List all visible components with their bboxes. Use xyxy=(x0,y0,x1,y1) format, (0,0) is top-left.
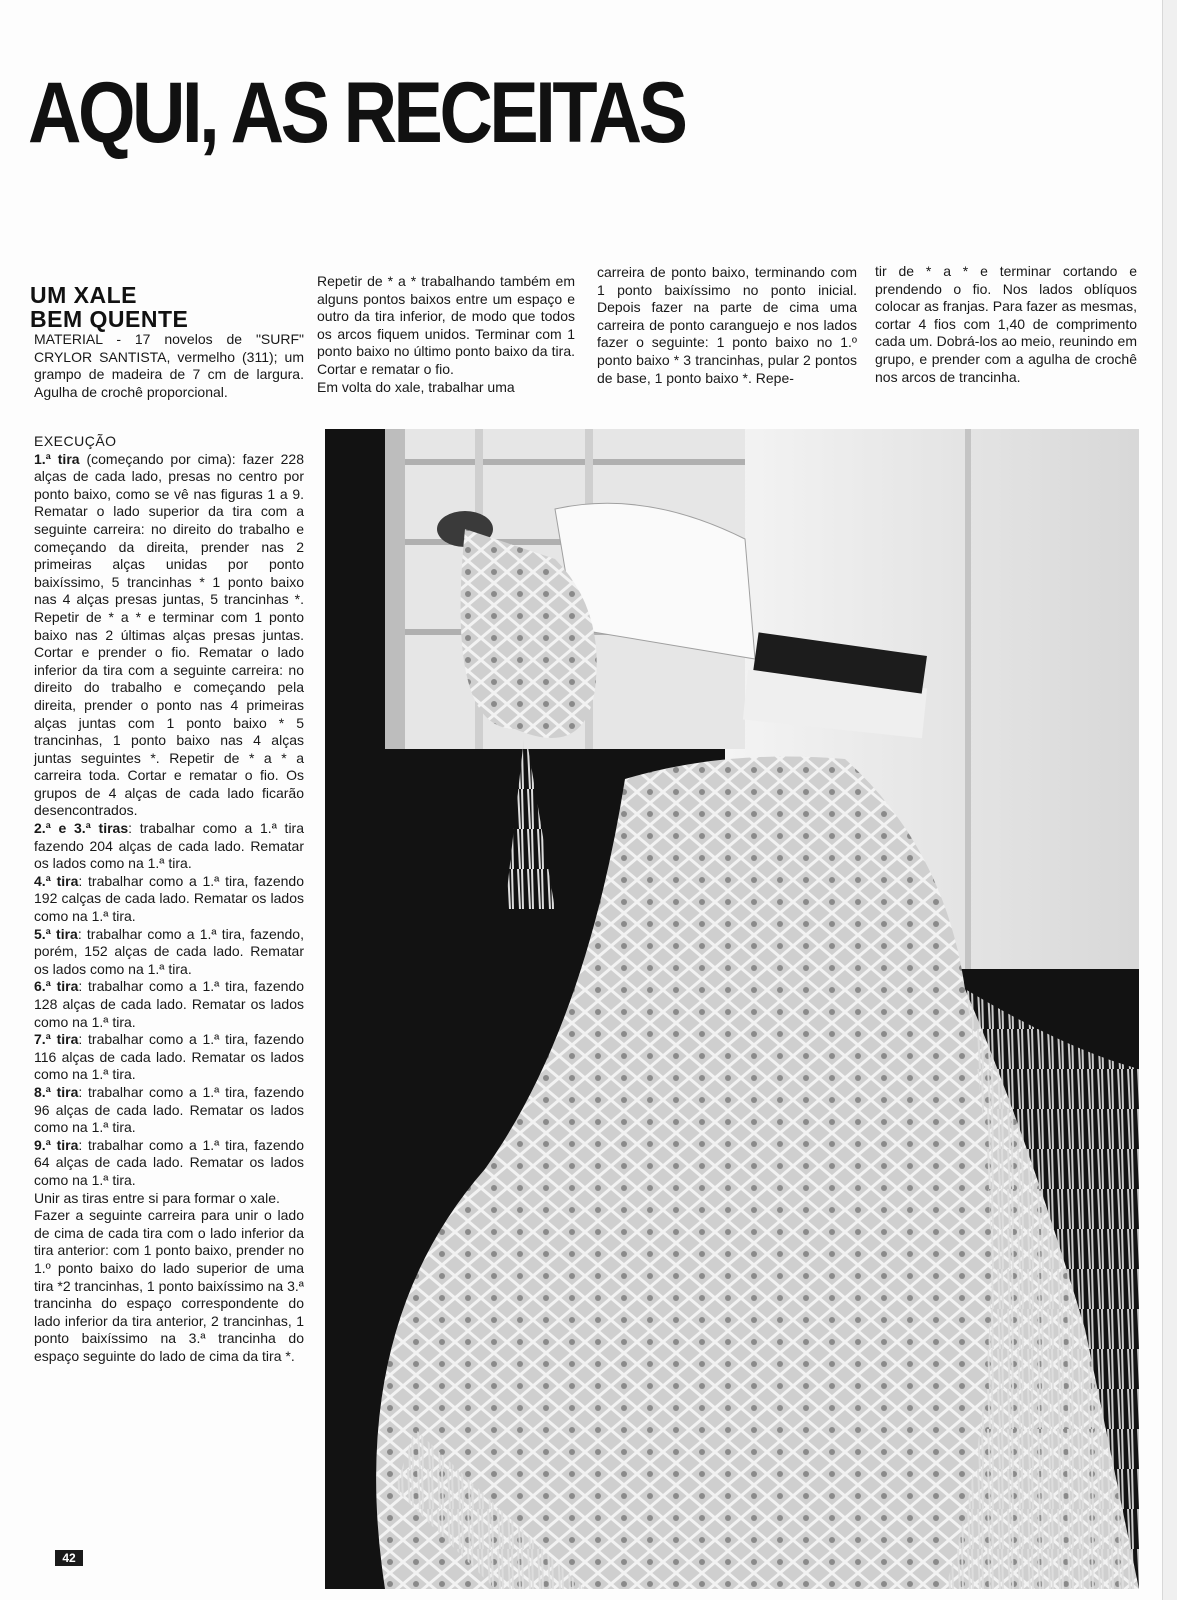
strip-text: : trabalhar como a 1.ª tira, fazendo 128 alças de cada lado. Rematar os lados como na 1.ª tira. xyxy=(34,978,304,1030)
strip-text: : trabalhar como a 1.ª tira fazendo 204 alças de cada lado. Rematar os lados como na 1.ª tira. xyxy=(34,820,304,872)
shawl-photo-illustration xyxy=(325,429,1139,1589)
page-edge xyxy=(1162,0,1177,1600)
strip-label: 6.ª tira xyxy=(34,978,79,995)
join-paragraph: Unir as tiras entre si para formar o xale. xyxy=(34,1189,280,1206)
strip-text: : trabalhar como a 1.ª tira, fazendo 96 alças de cada lado. Rematar os lados como na 1.ª tira. xyxy=(34,1083,304,1136)
strip-4 xyxy=(34,873,304,926)
strip-label: 2.ª e 3.ª tiras xyxy=(34,820,129,837)
page-headline: AQUI, AS RECEITAS xyxy=(28,65,685,161)
row-paragraph: Fazer a seguinte carreira para unir o lado de cima de cada tira com o lado inferior da tira anterior: com 1 ponto baixo, prender no 1.º ponto baixo do lado superior de uma tira *2 trancinhas, 1 ponto baixíssimo na 3.ª trancinha do espaço correspondente do lado inferior da tira anterior, 2 trancinhas, 1 ponto baixíssimo na 3.ª trancinha do espaço seguinte do lado de cima da tira *. xyxy=(34,1207,304,1364)
strip-text: : trabalhar como a 1.ª tira, fazendo 64 alças de cada lado. Rematar os lados como na 1.ª tira. xyxy=(34,1136,304,1188)
execution-section xyxy=(34,433,304,1365)
shawl-photo xyxy=(325,429,1139,1589)
article-title-line-1: UM XALE xyxy=(30,282,137,308)
strip-label: 4.ª tira xyxy=(34,872,79,889)
column-2-end: Em volta do xale, trabalhar uma xyxy=(317,378,515,395)
strip-label: 5.ª tira xyxy=(34,925,78,942)
strip-label: 7.ª tira xyxy=(34,1031,79,1048)
execution-heading: EXECUÇÃO xyxy=(34,433,117,449)
strip-9 xyxy=(34,1137,304,1190)
strip-7 xyxy=(34,1031,304,1084)
strip-text: (começando por cima): fazer 228 alças de cada lado, presas no centro por ponto baixo, como se vê nas figuras 1 a 9. Rematar o lado superior da tira com a seguinte carreira: no direito do trabalho e começando da direita, prender nas 2 primeiras alças unidas por ponto baixíssimo, 5 trancinhas * 1 ponto baixo nas 4 alças presas juntas, 5 trancinhas *. Repetir de * a * e terminar com 1 ponto baixo nas 2 últimas alças presas juntas. Cortar e prender o fio. Rematar o lado inferior da tira com a seguinte carreira: no direito do trabalho e começando pela direita, prender o ponto nas 4 primeiras alças juntas com 1 ponto baixo * 5 trancinhas, 1 ponto baixo nas 4 alças juntas seguintes *. Repetir de * a * a carreira toda. Cortar e rematar o fio. Os grupos de 4 alças de cada lado ficarão desencontrados. xyxy=(34,450,304,819)
strip-label: 8.ª tira xyxy=(34,1083,79,1100)
article-title xyxy=(30,283,188,331)
column-2 xyxy=(317,273,575,396)
strip-label: 9.ª tira xyxy=(34,1136,79,1153)
strip-text: : trabalhar como a 1.ª tira, fazendo 192 calças de cada lado. Rematar os lados como na 1.ª tira. xyxy=(34,872,304,925)
strip-1 xyxy=(34,451,304,820)
strip-2-3 xyxy=(34,820,304,873)
column-4: tir de * a * e terminar cortando e prendendo o fio. Nos lados oblíquos colocar as franjas. Para fazer as mesmas, cortar 4 fios com 1,40 de comprimento cada um. Dobrá-los ao meio, reunindo em grupo, e prender com a agulha de crochê nos arcos de trancinha. xyxy=(875,263,1137,385)
article-title-line-2: BEM QUENTE xyxy=(30,306,189,332)
strip-text: : trabalhar como a 1.ª tira, fazendo, porém, 152 alças de cada lado. Rematar os lados como na 1.ª tira. xyxy=(34,925,304,977)
column-3: carreira de ponto baixo, terminando com 1 ponto baixíssimo no ponto inicial. Depois fazer na parte de cima uma carreira de ponto caranguejo e nos lados fazer o seguinte: 1 ponto baixo no 1.º ponto baixo * 3 trancinhas, pular 2 pontos de base, 1 ponto baixo *. Repe- xyxy=(597,264,857,386)
strip-text: : trabalhar como a 1.ª tira, fazendo 116 alças de cada lado. Rematar os lados como na 1.ª tira. xyxy=(34,1031,304,1083)
strip-8 xyxy=(34,1084,304,1137)
column-2-text: Repetir de * a * trabalhando também em alguns pontos baixos entre um espaço e outro da tira inferior, de modo que todos os arcos fiquem unidos. Terminar com 1 ponto baixo no último ponto baixo da tira. Cortar e rematar o fio. xyxy=(317,273,575,377)
strip-6 xyxy=(34,978,304,1031)
strip-label: 1.ª tira xyxy=(34,450,80,467)
strip-5 xyxy=(34,926,304,979)
page-number: 42 xyxy=(55,1550,83,1566)
material-paragraph: MATERIAL - 17 novelos de "SURF" CRYLOR SANTISTA, vermelho (311); um grampo de madeira de 7 cm de largura. Agulha de crochê proporcional. xyxy=(34,331,304,400)
